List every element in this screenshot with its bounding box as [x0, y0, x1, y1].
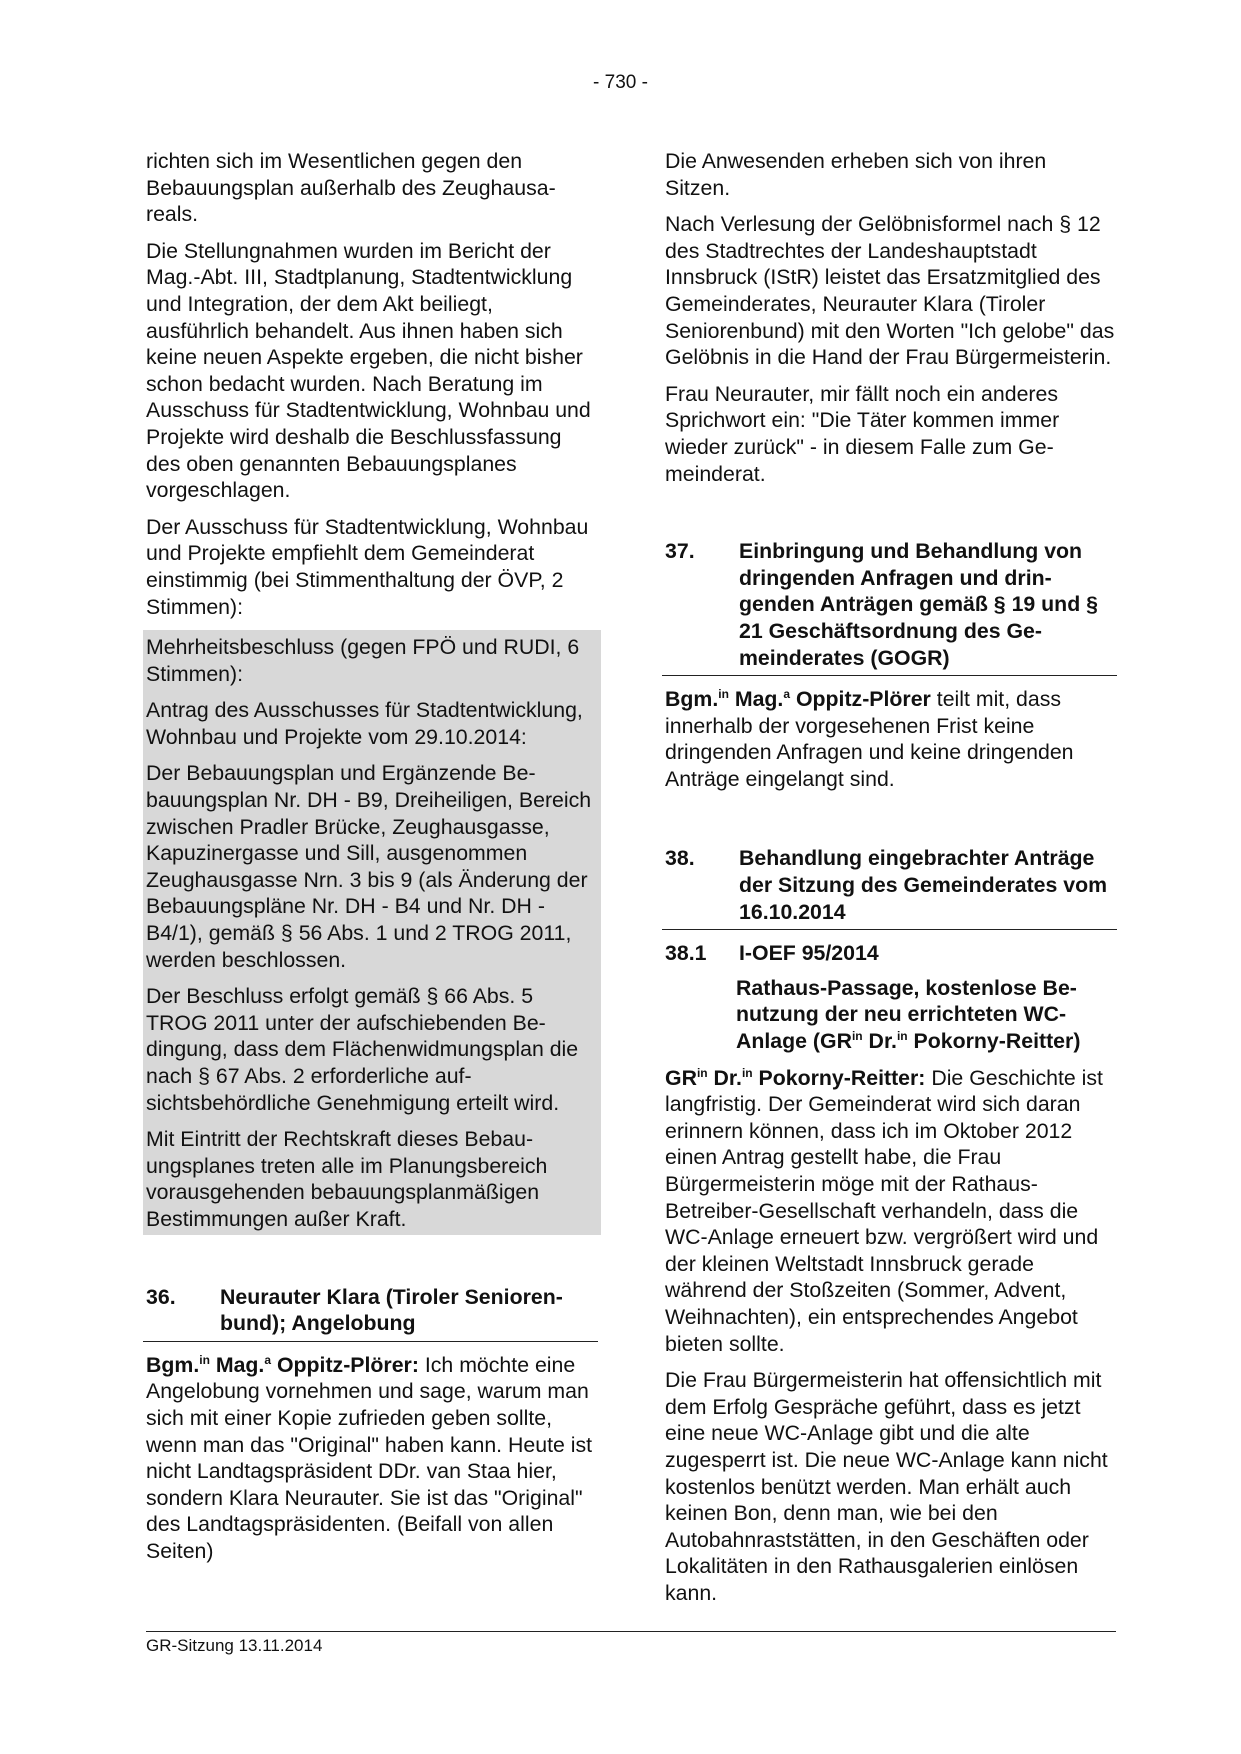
speaker-name: Bgm.$^{in}$ Mag.$^a$ Oppitz-Plörer: [146, 1352, 419, 1377]
motion-subject: Rathaus-Passage, kostenlose Benutzung der neu errichteten WC-Anlage ($GR^{in}$ Dr.$^{in}$ Pokorny-Reitter) [736, 975, 1081, 1054]
agenda-item-37 [662, 538, 1117, 676]
agenda-item-number: 37. [665, 539, 695, 564]
speech-pokorny-reitter: $GR^{in}$ Dr.$^{in}$ Pokorny-Reitter: Die Geschichte ist langfristig. Der Gemeinderat wird sich daran erinnern können, dass ich im Oktober 2012 einen Antrag gestellt habe, die Frau Bürgermeisterin möge mit der Rathaus-Betreiber-Gesellschaft verhandeln, dass die WC-Anlage erneuert bzw. vergrößert wird und der kleinen Weltstadt Innsbruck gerade während der Stoßzeiten (Sommer, Advent, Weihnachten), ein entsprechendes Angebot bieten sollte. [665, 1065, 1103, 1356]
resolution-text-1: Der Bebauungsplan und Ergänzende Bebauungsplan Nr. DH - B9, Dreiheiligen, Bereich zwischen Pradler Brücke, Zeughausgasse, Kapuzinergasse und Sill, ausgenommen Zeughausgasse Nrn. 3 bis 9 (als Änderung der Bebauungspläne Nr. DH - B4 und Nr. DH - B4/1), gemäß § 56 Abs. 1 und 2 TROG 2011, werden beschlossen. [146, 761, 592, 972]
resolution-box [143, 630, 601, 1234]
agenda-item-38 [662, 845, 1117, 930]
resolution-text-2: Der Beschluss erfolgt gemäß § 66 Abs. 5 TROG 2011 unter der aufschiebenden Bedingung, dass dem Flächenwidmungsplan die nach § 67 Abs. 2 erforderliche aufsichtsbehördliche Genehmigung erteilt wird. [146, 984, 579, 1115]
resolution-motion-intro: Antrag des Ausschusses für Stadtentwicklung, Wohnbau und Projekte vom 29.10.2014: [146, 698, 583, 749]
left-paragraph-3: Der Ausschuss für Stadtentwicklung, Wohnbau und Projekte empfiehlt dem Gemeinderat einstimmig (bei Stimmenthaltung der ÖVP, 2 Stimmen): [146, 514, 589, 619]
right-paragraph-last: Die Frau Bürgermeisterin hat offensichtlich mit dem Erfolg Gespräche geführt, dass es jetzt eine neue WC-Anlage gibt und die alte zugesperrt ist. Die neue WC-Anlage kann nicht kostenlos benützt werden. Man erhält auch keinen Bon, denn man, wie bei den Autobahnraststätten, in den Geschäften oder Lokalitäten in den Rathausgalerien einlösen kann. [665, 1368, 1108, 1605]
left-paragraph-2: Die Stellungnahmen wurden im Bericht der Mag.-Abt. III, Stadtplanung, Stadtentwicklung und Integration, der dem Akt beiliegt, ausführlich behandelt. Aus ihnen haben sich keine neuen Aspekte ergeben, die nicht bisher schon bedacht wurden. Nach Beratung im Ausschuss für Stadtentwicklung, Wohnbau und Projekte wird deshalb die Beschlussfassung des oben genannten Bebauungsplanes vorgeschlagen. [146, 238, 591, 503]
speaker-name: Bgm.$^{in}$ Mag.$^a$ Oppitz-Plörer [665, 687, 931, 712]
resolution-text-3: Mit Eintritt der Rechtskraft dieses Bebauungsplanes treten alle im Planungsbereich vorausgehenden bebauungsplanmäßigen Bestimmungen außer Kraft. [146, 1127, 548, 1231]
speaker-name: $GR^{in}$ Dr.$^{in}$ Pokorny-Reitter: [665, 1065, 926, 1090]
speech-mayor-36: Bgm.$^{in}$ Mag.$^a$ Oppitz-Plörer: Ich möchte eine Angelobung vornehmen und sage, warum man sich mit einer Kopie zufrieden geben sollte, wenn man das "Original" haben kann. Heute ist nicht Landtagspräsident DDr. van Staa hier, sondern Klara Neurauter. Sie ist das "Original" des Landtagspräsidenten. (Beifall von allen Seiten) [146, 1352, 593, 1563]
speech-mayor-37: Bgm.$^{in}$ Mag.$^a$ Oppitz-Plörer teilt mit, dass innerhalb der vorgesehenen Frist keine dringenden Anfragen und keine dringenden Anträge eingelangt sind. [665, 687, 1074, 791]
agenda-item-title: Einbringung und Behandlung von dringenden Anfragen und dringenden Anträgen gemäß § 19 und § 21 Geschäftsordnung des Gemeinderates (GOGR) [739, 539, 1098, 670]
right-paragraph-2: Nach Verlesung der Gelöbnisformel nach § 12 des Stadtrechtes der Landeshauptstadt Innsbruck (IStR) leistet das Ersatzmitglied des Gemeinderates, Neurauter Klara (Tiroler Seniorenbund) mit den Worten "Ich gelobe" das Gelöbnis in die Hand der Frau Bürgermeisterin. [665, 212, 1115, 370]
right-paragraph-3: Frau Neurauter, mir fällt noch ein anderes Sprichwort ein: "Die Täter kommen immer wieder zurück" - in diesem Falle zum Gemeinderat. [665, 381, 1060, 486]
agenda-item-38-1 [662, 940, 1117, 971]
left-paragraph-1: richten sich im Wesentlichen gegen den Bebauungsplan außerhalb des Zeughausareals. [146, 149, 556, 227]
left-column [146, 148, 598, 1575]
agenda-item-number: 36. [146, 1284, 176, 1309]
footer-session-date: GR-Sitzung 13.11.2014 [146, 1636, 323, 1655]
right-paragraph-1: Die Anwesenden erheben sich von ihren Sitzen. [665, 149, 1047, 200]
agenda-item-36 [143, 1284, 598, 1342]
agenda-item-title: Behandlung eingebrachter Anträge der Sitzung des Gemeinderates vom 16.10.2014 [739, 846, 1108, 924]
footer-divider [146, 1631, 1116, 1632]
right-column [665, 148, 1117, 1617]
agenda-item-title: I-OEF 95/2014 [739, 941, 879, 966]
agenda-item-number: 38. [665, 846, 695, 871]
agenda-item-title: Neurauter Klara (Tiroler Seniorenbund); Angelobung [220, 1284, 563, 1336]
agenda-item-number: 38.1 [665, 941, 707, 966]
resolution-vote: Mehrheitsbeschluss (gegen FPÖ und RUDI, 6 Stimmen): [146, 635, 580, 686]
page-number: - 730 - [593, 72, 648, 93]
